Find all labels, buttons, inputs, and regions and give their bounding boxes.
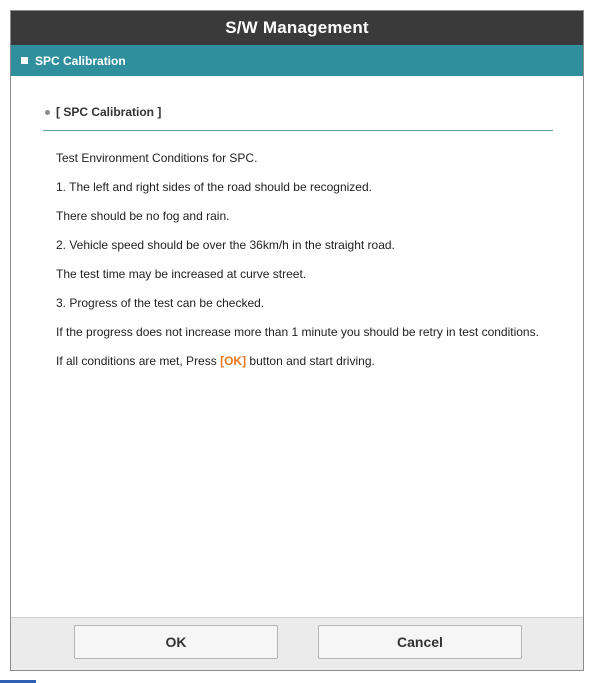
content-panel <box>11 76 583 620</box>
dialog-title: S/W Management <box>11 11 583 45</box>
instruction-prefix: If all conditions are met, Press <box>56 354 221 368</box>
instruction-line: 2. Vehicle speed should be over the 36km/h in the straight road. <box>56 238 395 252</box>
instruction-line-final <box>56 353 546 369</box>
ok-highlight: [OK] <box>220 354 247 368</box>
sub-title <box>45 105 161 119</box>
instruction-line: Test Environment Conditions for SPC. <box>56 151 258 165</box>
section-header-label: SPC Calibration <box>35 53 126 68</box>
instructions-text <box>56 150 546 382</box>
divider <box>43 130 553 131</box>
instruction-suffix: button and start driving. <box>246 354 375 368</box>
sw-management-dialog <box>10 10 584 671</box>
instruction-line: 3. Progress of the test can be checked. <box>56 296 265 310</box>
square-bullet-icon <box>21 57 28 64</box>
instruction-line: 1. The left and right sides of the road should be recognized. <box>56 180 372 194</box>
instruction-line: The test time may be increased at curve street. <box>56 267 307 281</box>
dot-bullet-icon <box>45 110 50 115</box>
dialog-footer <box>11 617 583 670</box>
section-header <box>11 45 583 76</box>
ok-button[interactable]: OK <box>74 625 278 659</box>
instruction-line: If the progress does not increase more than 1 minute you should be retry in test conditions. <box>56 325 539 339</box>
cancel-button[interactable]: Cancel <box>318 625 522 659</box>
sub-title-label: [ SPC Calibration ] <box>56 105 162 119</box>
instruction-line: There should be no fog and rain. <box>56 209 230 223</box>
